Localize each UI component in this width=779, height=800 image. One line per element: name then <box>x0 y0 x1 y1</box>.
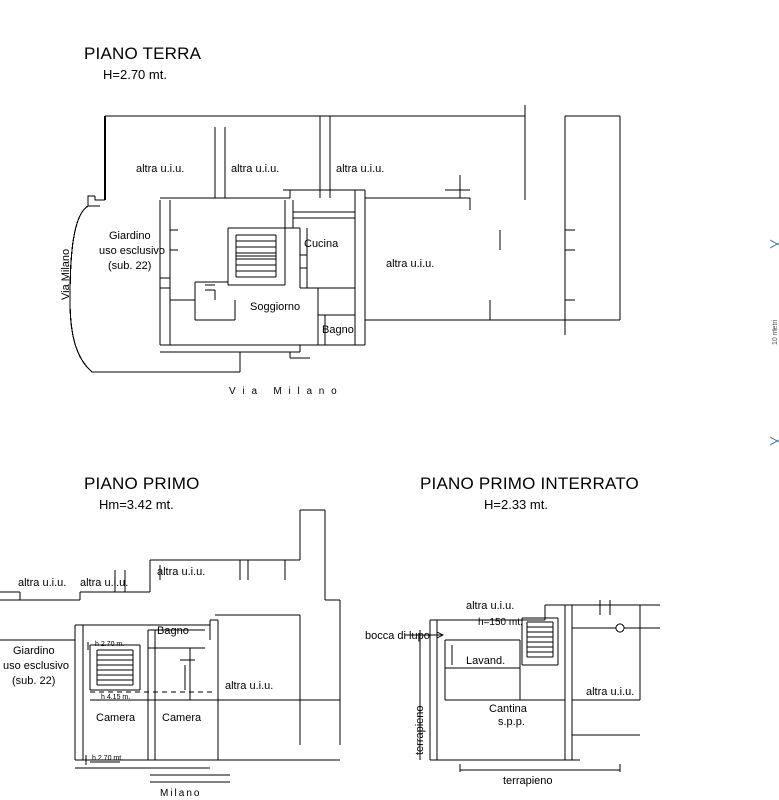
label-street-bottom-ground: V i a M i l a n o <box>229 386 339 397</box>
label-bedroom-1: Camera <box>96 712 136 724</box>
label-other-unit-ground-3: altra u.i.u. <box>336 163 385 175</box>
label-cellar-1: Cantina <box>489 703 527 715</box>
label-kitchen: Cucina <box>304 238 339 250</box>
label-living-room: Soggiorno <box>250 301 301 313</box>
label-bathroom-ground: Bagno <box>322 324 354 336</box>
label-cellar-2: s.p.p. <box>498 716 525 728</box>
label-basement-inner-height: h=150 mt. <box>478 617 523 628</box>
label-garden-ground-3: (sub. 22) <box>108 260 152 272</box>
label-other-unit-ground-2: altra u.i.u. <box>231 163 280 175</box>
dimension-bottom-height: h 2.70 mt. <box>92 755 124 762</box>
label-other-unit-first-3: altra u.i.u. <box>157 566 206 578</box>
label-street-left-ground: Via Milano <box>60 248 72 300</box>
plan-height-first: Hm=3.42 mt. <box>99 497 174 512</box>
plan-height-ground: H=2.70 mt. <box>103 67 167 82</box>
page-margin-note: 10 metri <box>772 319 779 345</box>
label-garden-first-1: Giardino <box>13 645 55 657</box>
label-other-unit-first-right: altra u.i.u. <box>225 680 274 692</box>
label-other-unit-first-2: altra u.i.u. <box>80 577 129 589</box>
label-other-unit-ground-1: altra u.i.u. <box>136 163 185 175</box>
dimension-mid-height: h 4.15 m. <box>101 694 131 701</box>
label-street-bottom-first: Milano <box>160 788 202 799</box>
label-laundry: Lavand. <box>466 655 506 667</box>
plan-title-first: PIANO PRIMO <box>84 474 200 493</box>
plan-height-basement: H=2.33 mt. <box>484 497 548 512</box>
label-bedroom-2: Camera <box>162 712 202 724</box>
label-garden-first-3: (sub. 22) <box>12 675 56 687</box>
label-embankment-left: terrapieno <box>414 705 426 755</box>
label-other-unit-first-1: altra u.i.u. <box>18 577 67 589</box>
dimension-stair-height: h 2.70 m. <box>95 641 125 648</box>
label-garden-ground-1: Giardino <box>109 230 151 242</box>
label-other-unit-basement-top: altra u.i.u. <box>466 600 515 612</box>
label-garden-ground-2: uso esclusivo <box>99 245 166 257</box>
label-embankment-bottom: terrapieno <box>503 775 553 787</box>
plan-title-ground: PIANO TERRA <box>84 44 202 63</box>
label-garden-first-2: uso esclusivo <box>3 660 70 672</box>
label-bathroom-first: Bagno <box>157 625 189 637</box>
label-other-unit-ground-right: altra u.i.u. <box>386 258 435 270</box>
plan-title-basement: PIANO PRIMO INTERRATO <box>420 474 639 493</box>
label-other-unit-basement-right: altra u.i.u. <box>586 686 635 698</box>
label-light-well: bocca di lupo <box>365 630 430 642</box>
